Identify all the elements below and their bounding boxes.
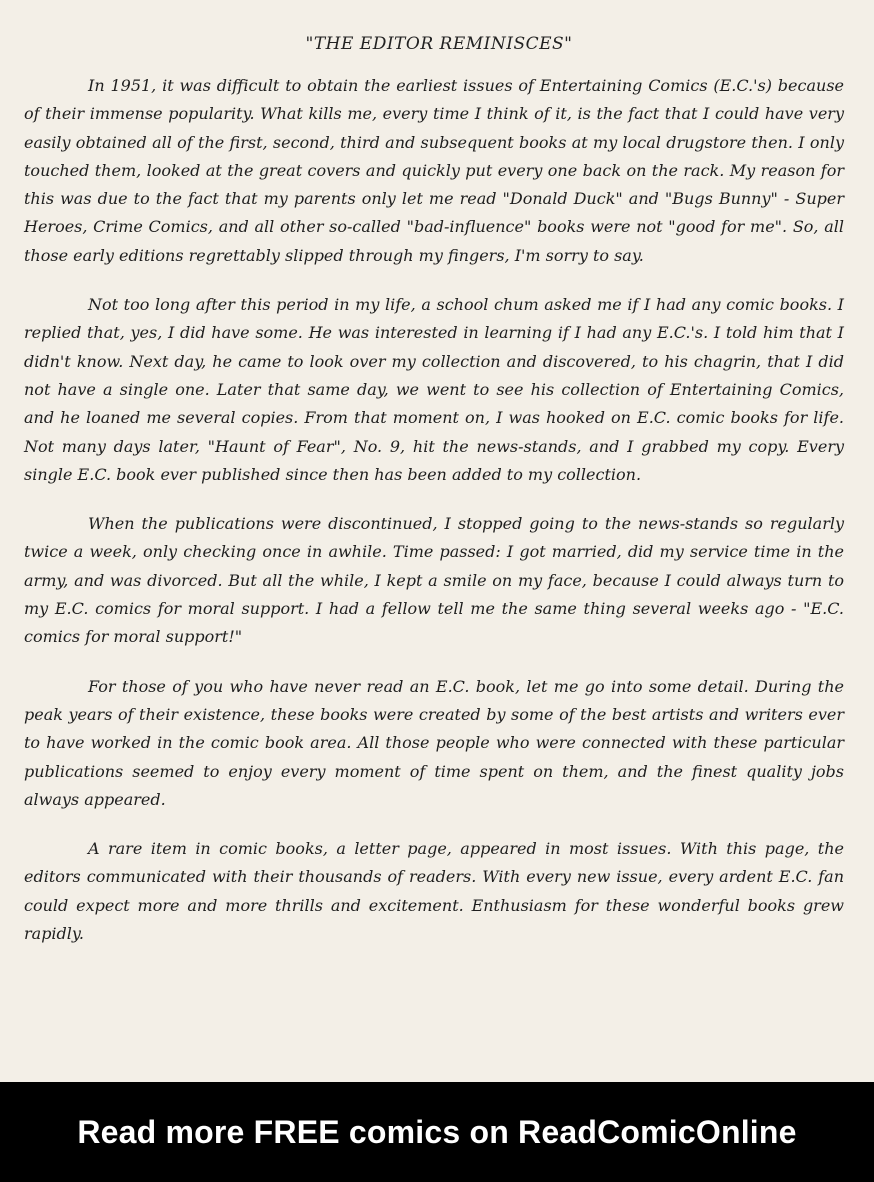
paragraph-4: For those of you who have never read an E.C. book, let me go into some detail. During the peak years of their existence, these books were created by some of the best artists and writers ever to have worked in the comic book area. All those people who were connected with these particular publications seemed to enjoy every moment of time spent on them, and the finest quality jobs always appeared. [24,676,844,809]
paragraph-3: When the publications were discontinued, I stopped going to the news-stands so regularly twice a week, only checking once in awhile. Time passed: I got married, did my service time in the army, and was divorced. But all the while, I kept a smile on my face, because I could always turn to my E.C. comics for moral support. I had a fellow tell me the same thing several weeks ago - "E.C. comics for moral support!" [24,514,844,647]
paragraph-1: In 1951, it was difficult to obtain the earliest issues of Entertaining Comics (E.C.'s) because of their immense popularity. What kills me, every time I think of it, is the fact that I could have very easily obtained all of the first, second, third and subsequent books at my local drugstore then. I only touched them, looked at the great covers and quickly put every one back on the rack. My reason for this was due to the fact that my parents only let me read "Donald Duck" and "Bugs Bunny" - Super Heroes, Crime Comics, and all other so-called "bad-influence" books were not "good for me". So, all those early editions regrettably slipped through my fingers, I'm sorry to say. [24,76,844,265]
page-title: "THE EDITOR REMINISCES" [305,34,573,54]
promo-banner[interactable] [0,1082,874,1182]
promo-banner-text[interactable]: Read more FREE comics on ReadComicOnline [77,1113,797,1150]
paragraph-5: A rare item in comic books, a letter page, appeared in most issues. With this page, the editors communicated with their thousands of readers. With every new issue, every ardent E.C. fan could expect more and more thrills and excitement. Enthusiasm for these wonderful books grew rapidly. [24,839,844,944]
paragraph-2: Not too long after this period in my life, a school chum asked me if I had any comic books. I replied that, yes, I did have some. He was interested in learning if I had any E.C.'s. I told him that I didn't know. Next day, he came to look over my collection and discovered, to his chagrin, that I did not have a single one. Later that same day, we went to see his collection of Entertaining Comics, and he loaned me several copies. From that moment on, I was hooked on E.C. comic books for life. Not many days later, "Haunt of Fear", No. 9, hit the news-stands, and I grabbed my copy. Every single E.C. book ever published since then has been added to my collection. [24,295,844,484]
